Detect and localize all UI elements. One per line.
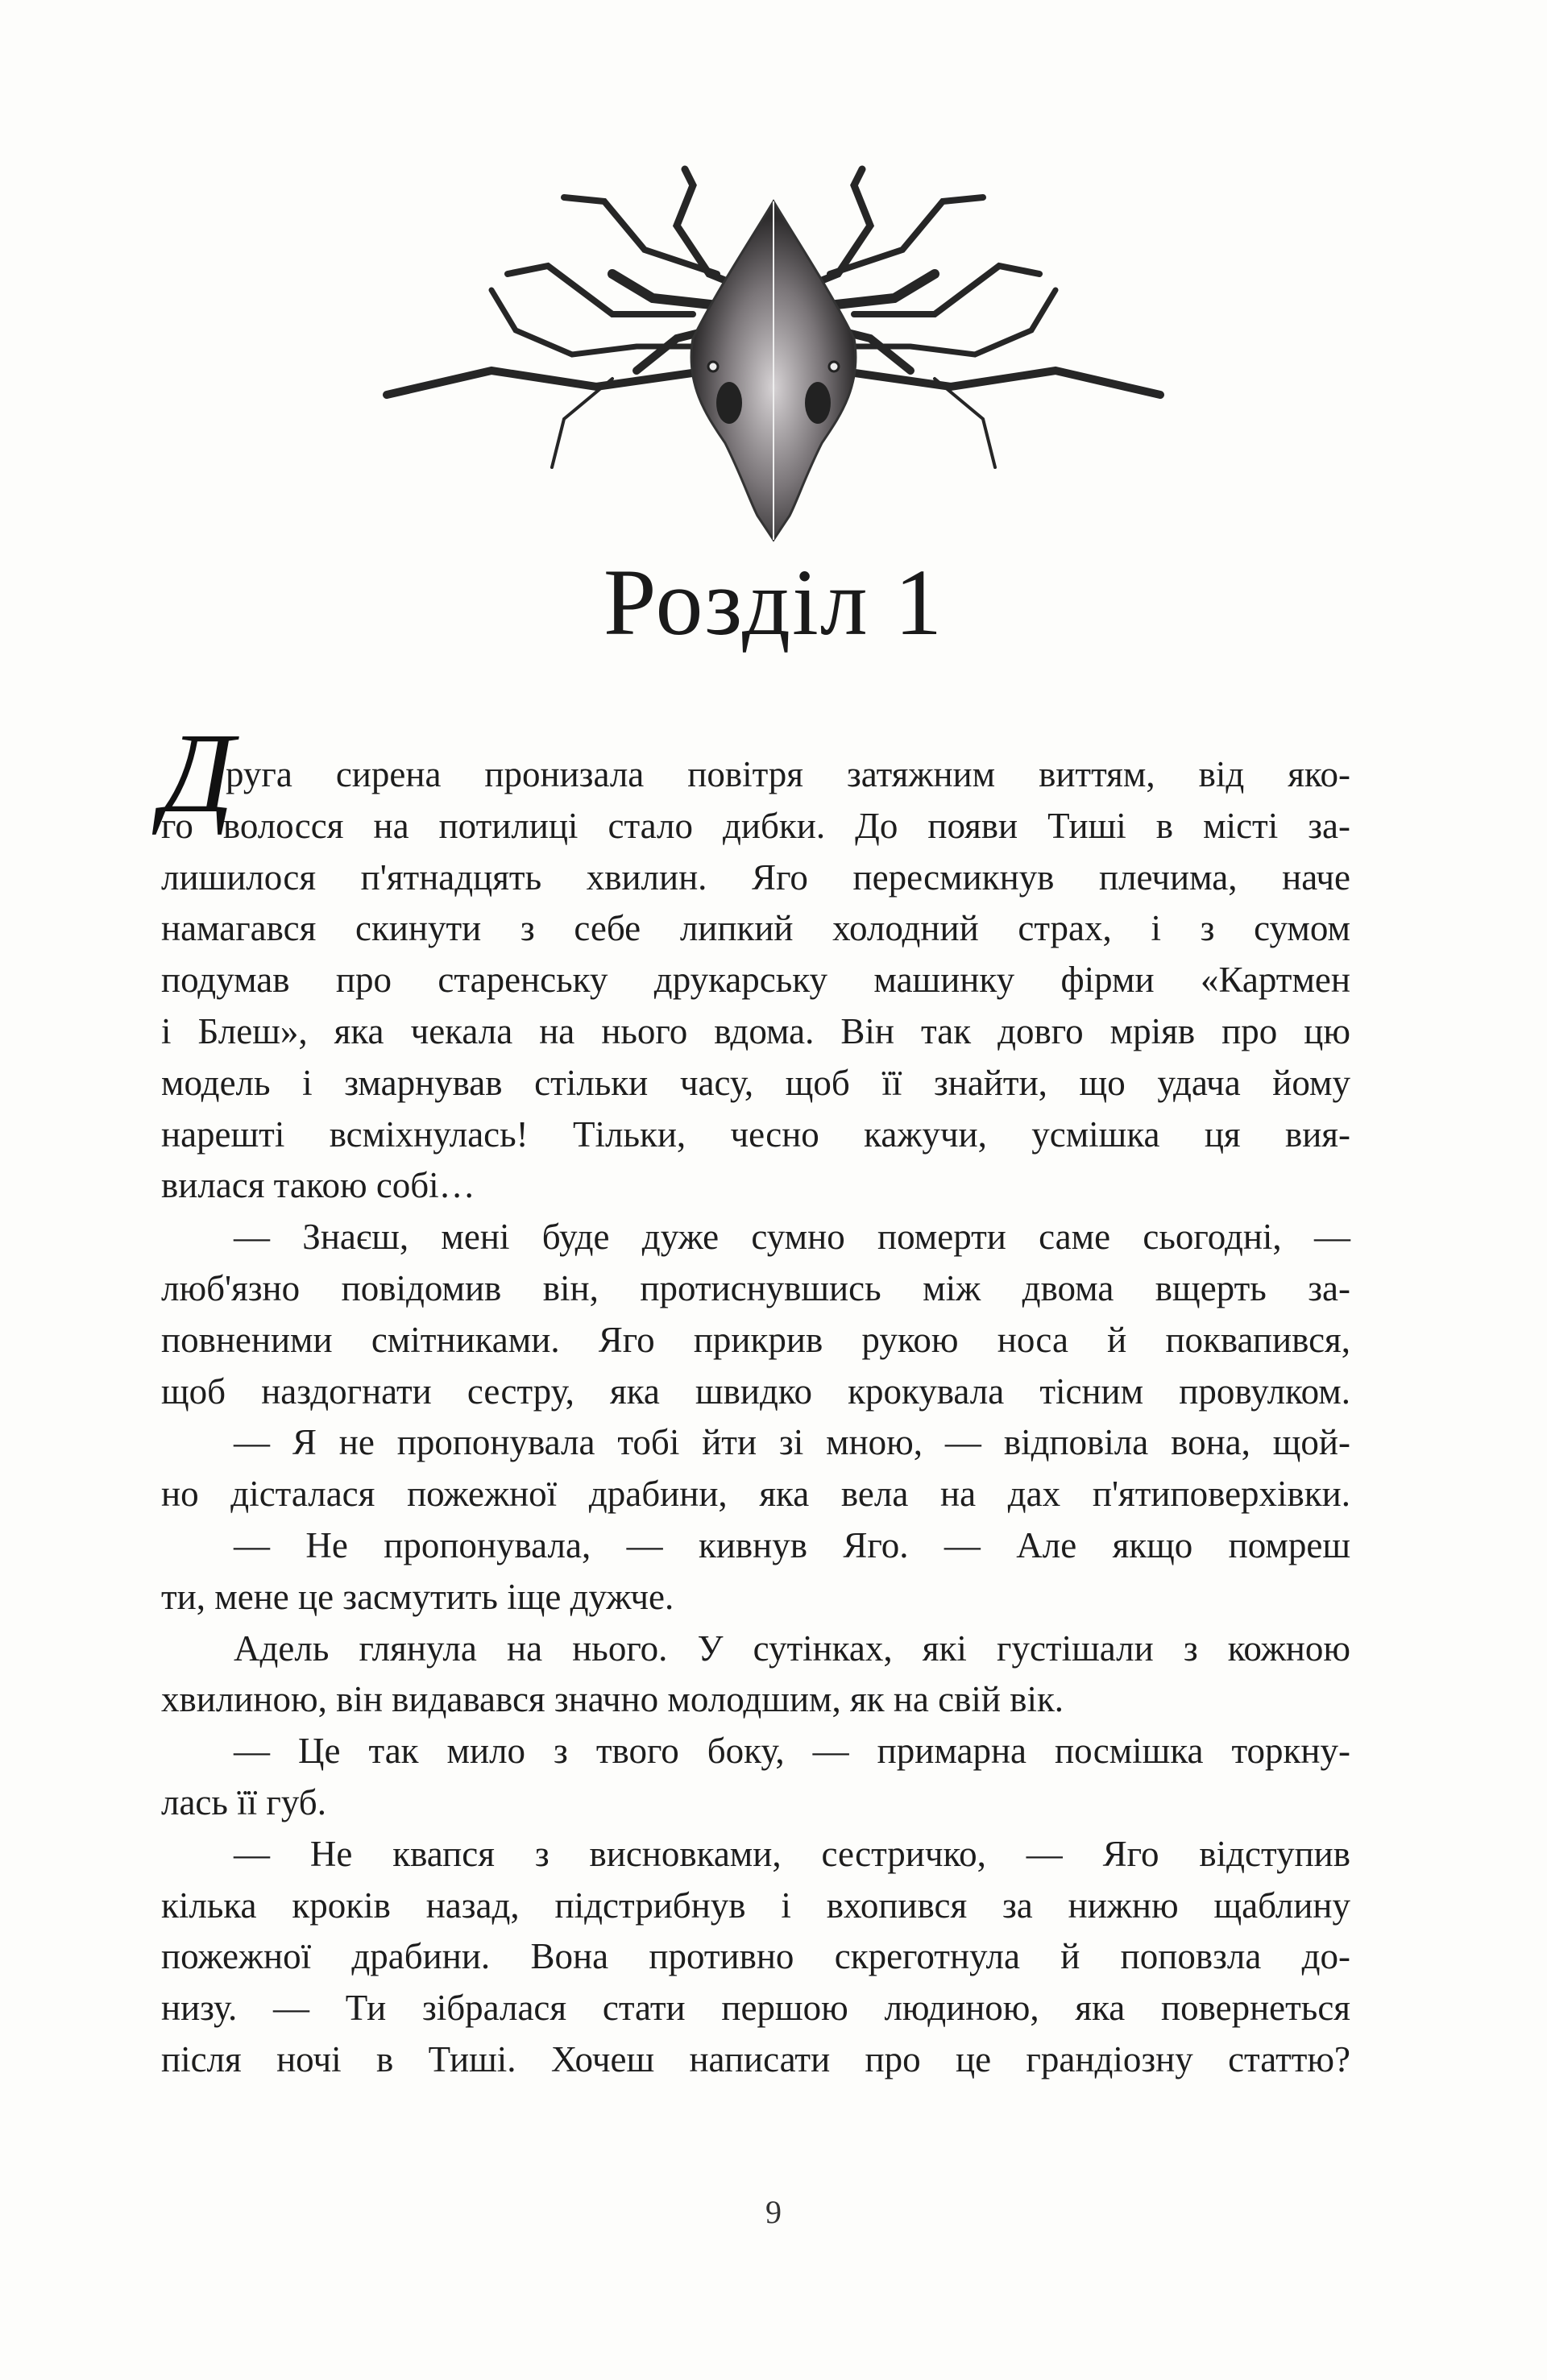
text-line: лишилося п'ятнадцять хвилин. Яго пересмикнув плечима, наче — [161, 856, 1350, 898]
text-line: лась її губ. — [161, 1781, 326, 1822]
text-line: нарешті всміхнулась! Тільки, чесно кажучи, усмішка ця вия- — [161, 1113, 1350, 1155]
text-line: го волосся на потилиці стало дибки. До появи Тиші в місті за- — [161, 805, 1350, 846]
text-line: і Блеш», яка чекала на нього вдома. Він так довго мріяв про цю — [161, 1010, 1350, 1051]
text-line: подумав про старенську друкарську машинку фірми «Картмен — [161, 960, 1350, 1001]
text-line: щоб наздогнати сестру, яка швидко крокувала тісним провулком. — [161, 1370, 1350, 1412]
text-line: люб'язно повідомив він, протиснувшись між двома вщерть за- — [161, 1267, 1350, 1308]
text-line: — Не пропонувала, — кивнув Яго. — Але якщо помреш — [234, 1524, 1350, 1565]
text-line: вилася такою собі… — [161, 1165, 475, 1206]
text-line: кілька кроків назад, підстрибнув і вхопився за нижню щаблину — [161, 1885, 1350, 1926]
text-line: — Я не пропонувала тобі йти зі мною, — відповіла вона, щой- — [234, 1422, 1350, 1463]
text-line: — Це так мило з твого боку, — примарна посмішка торкну- — [234, 1731, 1350, 1772]
text-line: пожежної драбини. Вона противно скреготнула й поповзла до- — [161, 1936, 1350, 1977]
text-line: — Знаєш, мені буде дуже сумно померти саме сьогодні, — — [234, 1217, 1350, 1258]
text-line: ти, мене це засмутить іще дужче. — [161, 1576, 674, 1617]
chapter-title: Розділ 1 — [603, 549, 944, 655]
body-text — [161, 709, 1350, 2086]
text-line: низу. — Ти зібралася стати першою людиною, яка повернеться — [161, 1988, 1350, 2029]
chapter-ornament — [371, 153, 1176, 548]
text-line: модель і змарнував стільки часу, щоб її знайти, що удача йому — [161, 1062, 1350, 1103]
text-line: руга сирена пронизала повітря затяжним виттям, від яко- — [226, 754, 1350, 794]
text-line: но дісталася пожежної драбини, яка вела на дах п'ятиповерхівки. — [161, 1474, 1350, 1515]
page-number: 9 — [765, 2194, 782, 2230]
text-line: повненими смітниками. Яго прикрив рукою носа й поквапився, — [161, 1319, 1350, 1360]
drop-cap: Д — [161, 709, 234, 836]
text-line: Адель глянула на нього. У сутінках, які густішали з кожною — [234, 1627, 1350, 1669]
text-line: хвилиною, він видавався значно молодшим, як на свій вік. — [161, 1679, 1064, 1720]
text-line: намагався скинути з себе липкий холодний страх, і з сумом — [161, 908, 1350, 949]
text-line: — Не квапся з висновками, сестричко, — Яго відступив — [234, 1833, 1350, 1874]
text-line: після ночі в Тиші. Хочеш написати про це грандіозну статтю? — [161, 2038, 1350, 2079]
